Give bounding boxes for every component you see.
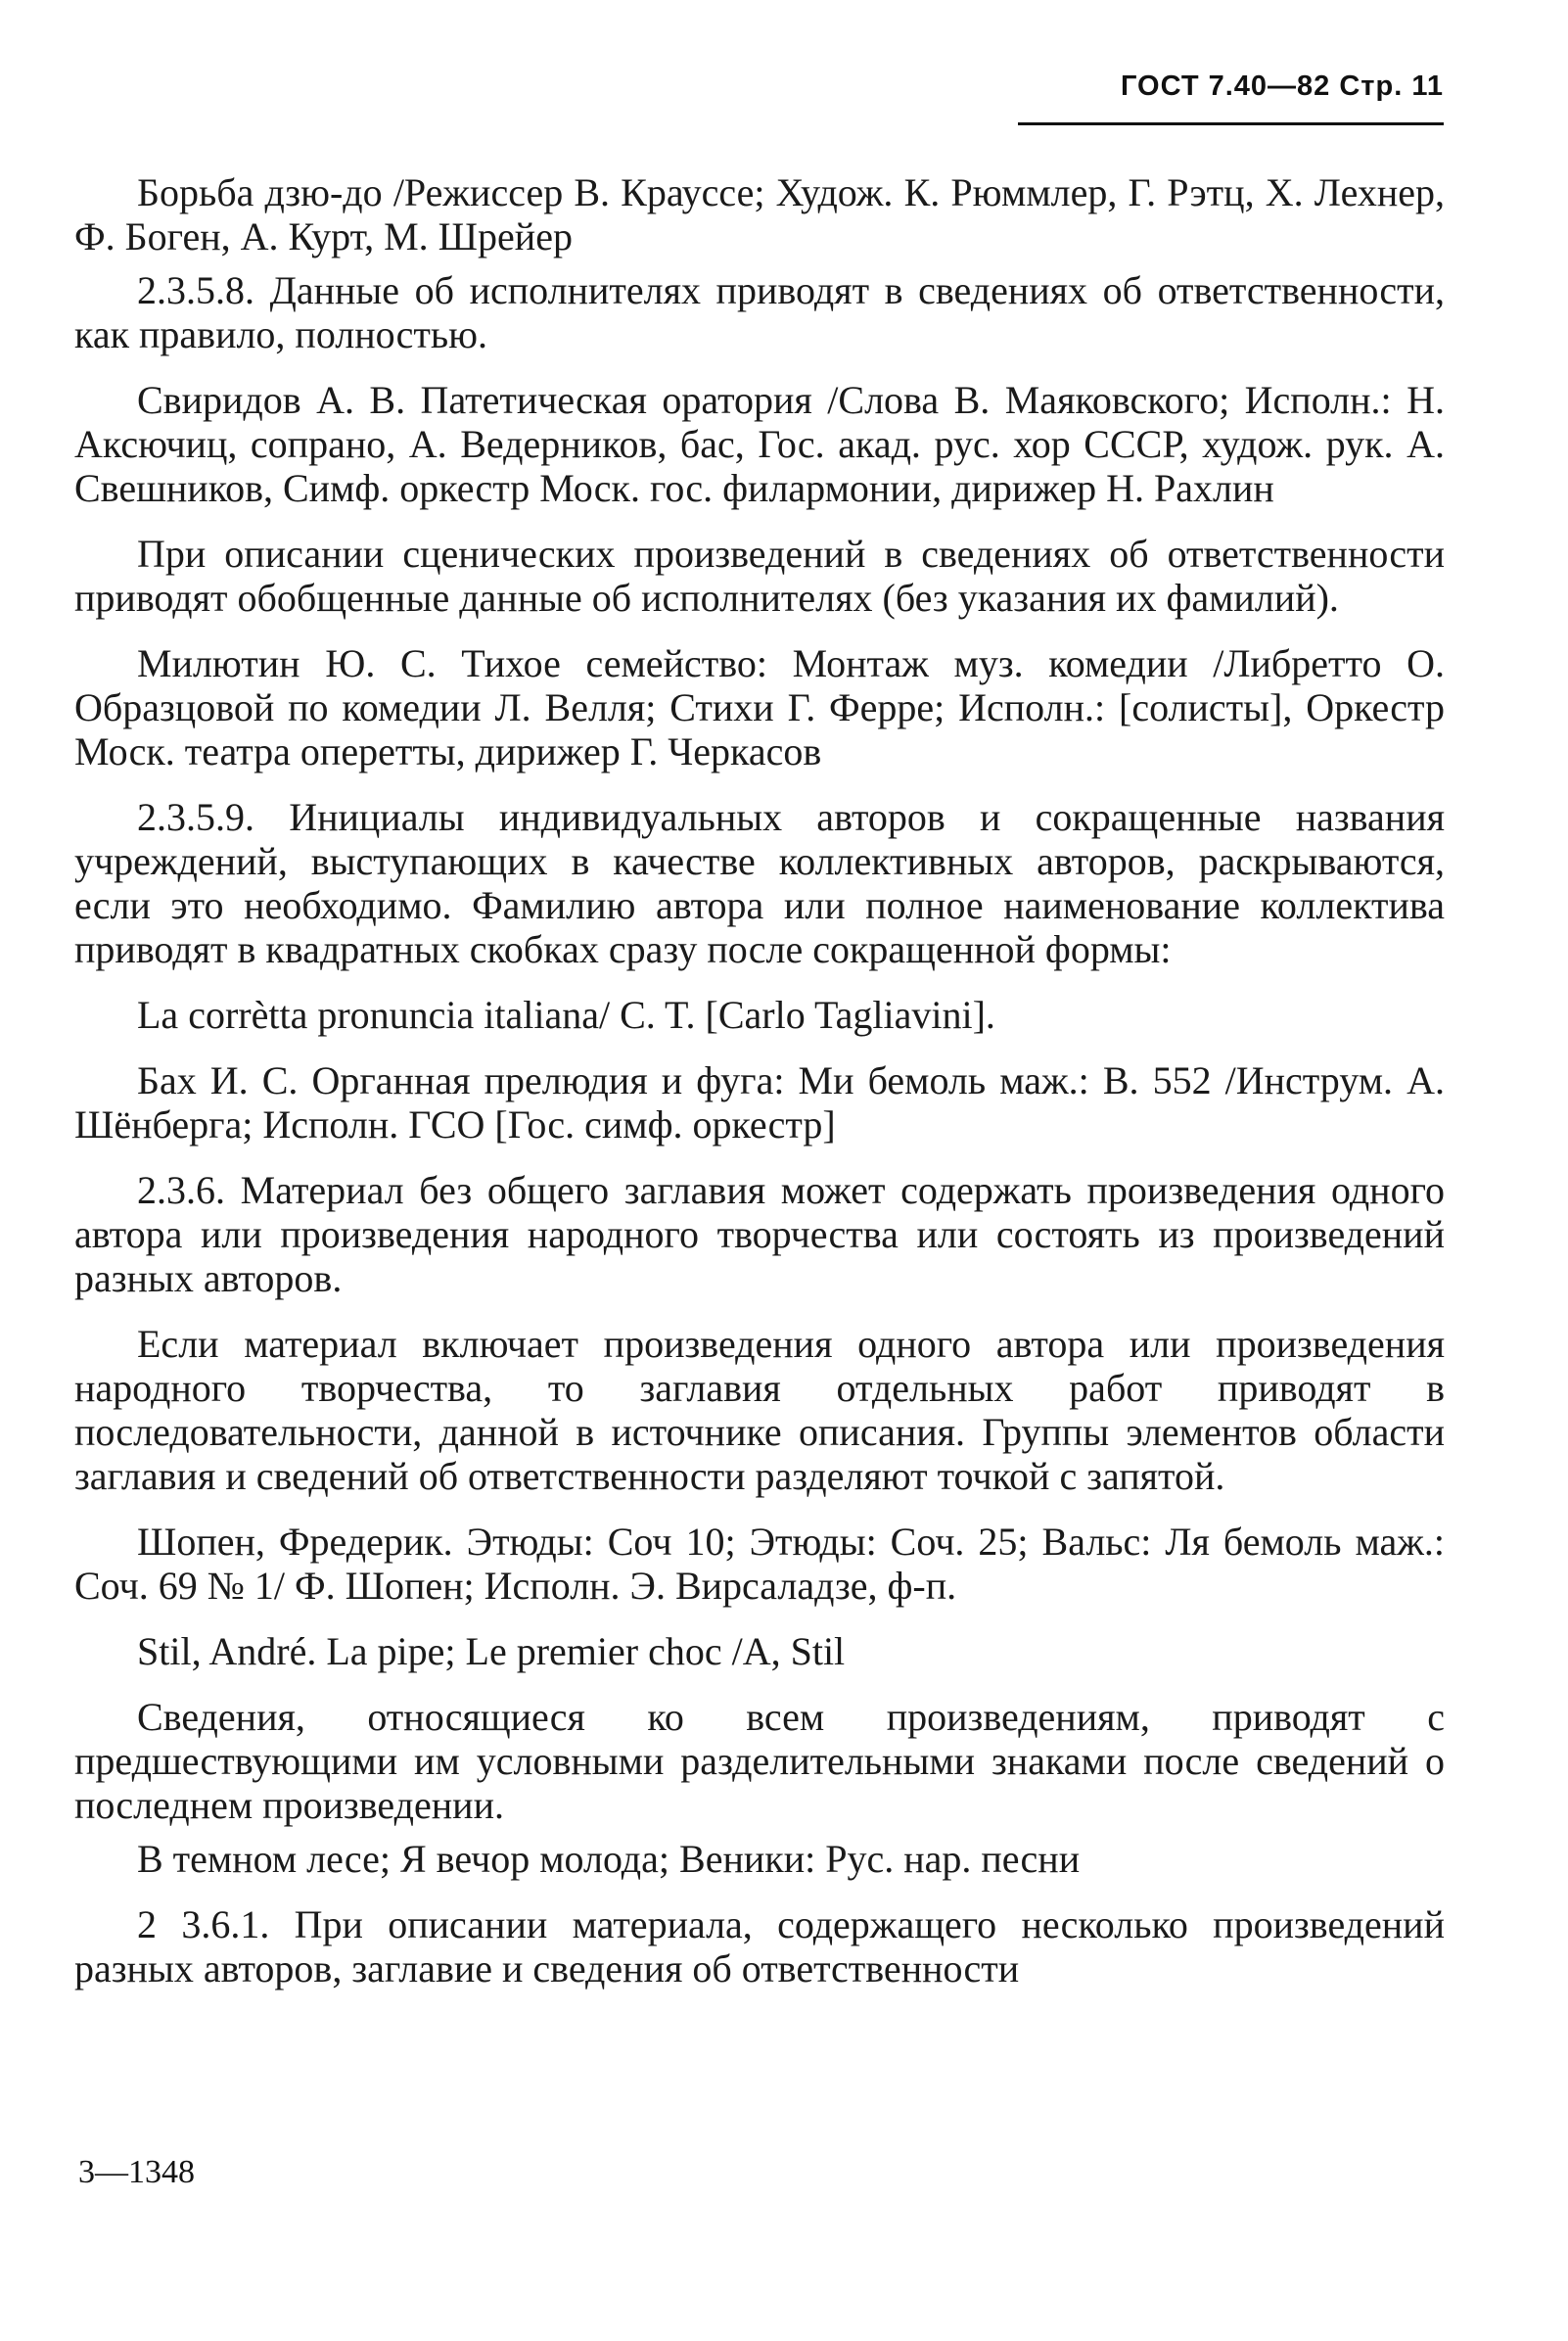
paragraph-example-bach: Бах И. С. Органная прелюдия и фуга: Ми бемоль маж.: B. 552 /Инструм. А. Шёнберга; Исполн. ГСО [Гос. симф. оркестр] [74, 1058, 1445, 1147]
paragraph-scenic-works: При описании сценических произведений в сведениях об ответственности приводят обобщенные данные об исполнителях (без указания их фамилий). [74, 532, 1445, 620]
paragraph-example-folk-songs: В темном лесе; Я вечор молода; Веники: Рус. нар. песни [137, 1837, 1081, 1881]
paragraph-2-3-5-9: 2.3.5.9. Инициалы индивидуальных авторов и сокращенные названия учреждений, выступающих в качестве коллективных авторов, раскрываются, если это необходимо. Фамилию автора или полное наименование коллектива приводят в квадратных скобках сразу после сокращенной формы: [74, 795, 1445, 971]
paragraph-example-tagliavini: La corrètta pronuncia italiana/ C. T. [Carlo Tagliavini]. [137, 993, 995, 1037]
signature-mark: 3—1348 [78, 2154, 195, 2190]
paragraph-single-author: Если материал включает произведения одного автора или произведения народного творчества, то заглавия отдельных работ приводят в последовательности, данной в источнике описания. Группы элементов области заглавия и сведений об ответственности разделяют точкой с запятой. [74, 1322, 1445, 1498]
paragraph-example-sviridov: Свиридов А. В. Патетическая оратория /Слова В. Маяковского; Исполн.: Н. Аксючиц, сопрано, А. Ведерников, бас, Гос. акад. рус. хор СССР, худож. рук. А. Свешников, Симф. оркестр Моск. гос. филармонии, дирижер Н. Рахлин [74, 378, 1445, 510]
paragraph-2-3-5-8: 2.3.5.8. Данные об исполнителях приводят в сведениях об ответственности, как правило, полностью. [74, 268, 1445, 356]
paragraph-example-milyutin: Милютин Ю. С. Тихое семейство: Монтаж муз. комедии /Либретто О. Образцовой по комедии Л. Велля; Стихи Г. Ферре; Исполн.: [солисты], Оркестр Моск. театра оперетты, дирижер Г. Черкасов [74, 641, 1445, 773]
paragraph-example-chopin: Шопен, Фредерик. Этюды: Соч 10; Этюды: Соч. 25; Вальс: Ля бемоль маж.: Соч. 69 № 1/ Ф. Шопен; Исполн. Э. Вирсаладзе, ф-п. [74, 1520, 1445, 1608]
header-rule [1018, 122, 1444, 125]
paragraph-2-3-6: 2.3.6. Материал без общего заглавия может содержать произведения одного автора или произведения народного творчества или состоять из произведений разных авторов. [74, 1168, 1445, 1300]
paragraph-example-stil: Stil, André. La pipe; Le premier choc /A, Stil [137, 1629, 846, 1673]
paragraph-2-3-6-1: 2 3.6.1. При описании материала, содержащего несколько произведений разных авторов, заглавие и сведения об ответственности [74, 1902, 1445, 1990]
running-header: ГОСТ 7.40—82 Стр. 11 [1121, 70, 1444, 102]
paragraph-common-info: Сведения, относящиеся ко всем произведениям, приводят с предшествующими им условными разделительными знаками после сведений о последнем произведении. [74, 1695, 1445, 1827]
paragraph-example-judo: Борьба дзю-до /Режиссер В. Крауссе; Худож. К. Рюммлер, Г. Рэтц, Х. Лехнер, Ф. Боген, А. Курт, М. Шрейер [74, 170, 1445, 258]
document-body [74, 170, 1445, 2000]
